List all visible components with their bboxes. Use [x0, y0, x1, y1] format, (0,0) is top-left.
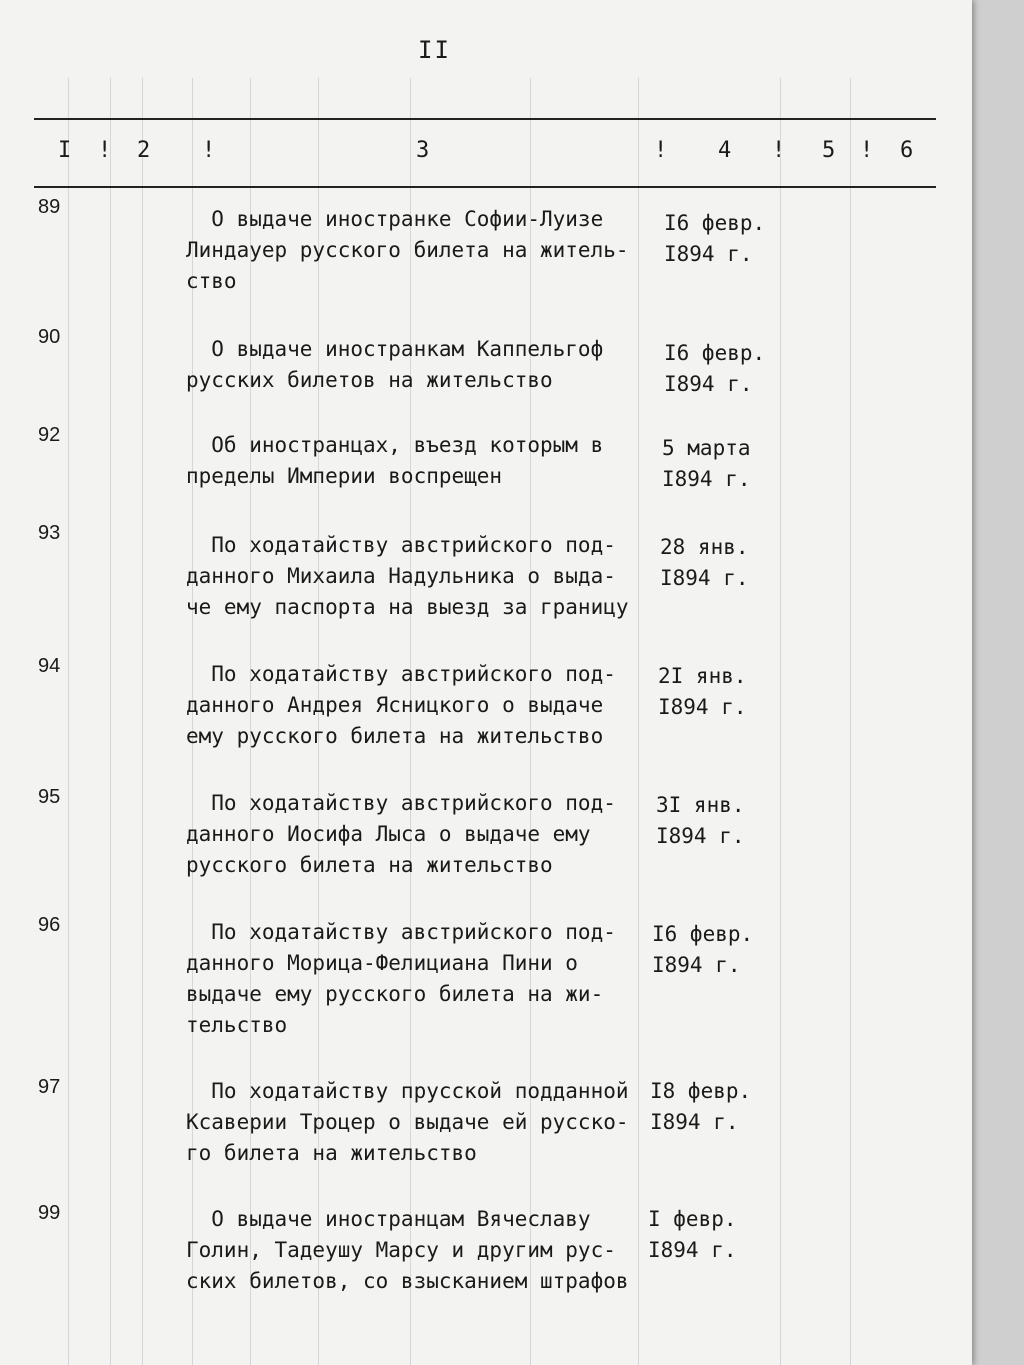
entry-date [664, 338, 794, 400]
date-line: I894 г. [648, 1238, 737, 1262]
entry-date [656, 790, 786, 852]
entry-description [186, 659, 656, 752]
entry-number: 89 [38, 196, 61, 218]
column-header-1: I [58, 138, 72, 163]
header-rule-bottom [34, 186, 936, 188]
entry-description [186, 788, 656, 881]
entry-number: 93 [38, 522, 61, 544]
entry-line: Об иностранцах, въезд которым в [186, 433, 604, 457]
date-line: 3I янв. [656, 793, 745, 817]
entry-line: Линдауер русского билета на житель- [186, 238, 629, 262]
entry-line: данного Михаила Надульника о выда- [186, 564, 616, 588]
header-rule-top [34, 118, 936, 120]
entry-date [664, 208, 794, 270]
date-line: I894 г. [658, 695, 747, 719]
entry-date [650, 1076, 780, 1138]
date-line: 5 марта [662, 436, 751, 460]
entry-number: 96 [38, 914, 61, 936]
date-line: I8 февр. [650, 1079, 752, 1103]
entry-date [660, 532, 790, 594]
entry-line: По ходатайству австрийского под- [186, 791, 616, 815]
entry-line: По ходатайству австрийского под- [186, 533, 616, 557]
column-separator: ! [772, 138, 786, 163]
date-line: I894 г. [656, 824, 745, 848]
entry-line: русских билетов на жительство [186, 368, 553, 392]
date-line: I894 г. [652, 953, 741, 977]
column-header-3: 3 [416, 138, 430, 163]
page-number: II [418, 36, 451, 64]
entry-line: О выдаче иностранцам Вячеславу [186, 1207, 591, 1231]
entry-number: 97 [38, 1076, 61, 1098]
entry-line: По ходатайству австрийского под- [186, 920, 616, 944]
entry-number: 95 [38, 786, 61, 808]
entry-date [658, 661, 788, 723]
entry-line: ство [186, 269, 237, 293]
entry-line: выдаче ему русского билета на жи- [186, 982, 604, 1006]
date-line: I6 февр. [652, 922, 754, 946]
entry-line: че ему паспорта на выезд за границу [186, 595, 629, 619]
date-line: I6 февр. [664, 341, 766, 365]
date-line: I894 г. [664, 242, 753, 266]
entry-line: тельство [186, 1013, 288, 1037]
column-header-5: 5 [822, 138, 836, 163]
column-header-4: 4 [718, 138, 732, 163]
entry-line: го билета на жительство [186, 1141, 477, 1165]
entry-description [186, 204, 656, 297]
entry-number: 94 [38, 655, 61, 677]
entry-line: русского билета на жительство [186, 853, 553, 877]
entry-description [186, 334, 656, 396]
entry-line: По ходатайству австрийского под- [186, 662, 616, 686]
date-line: I894 г. [662, 467, 751, 491]
entry-line: О выдаче иностранке Софии-Луизе [186, 207, 604, 231]
entry-date [648, 1204, 778, 1266]
date-line: I февр. [648, 1207, 737, 1231]
entry-line: данного Морица-Фелициана Пини о [186, 951, 578, 975]
entry-line: О выдаче иностранкам Каппельгоф [186, 337, 604, 361]
entry-line: ских билетов, со взысканием штрафов [186, 1269, 629, 1293]
date-line: I894 г. [660, 566, 749, 590]
column-separator: ! [860, 138, 874, 163]
column-header-6: 6 [900, 138, 914, 163]
entry-number: 90 [38, 326, 61, 348]
entry-line: Ксаверии Троцер о выдаче ей русско- [186, 1110, 629, 1134]
column-separator: ! [98, 138, 112, 163]
entry-line: данного Андрея Ясницкого о выдаче [186, 693, 604, 717]
entry-date [662, 433, 792, 495]
entry-number: 92 [38, 424, 61, 446]
entry-line: ему русского билета на жительство [186, 724, 604, 748]
column-separator: ! [202, 138, 216, 163]
entry-description [186, 430, 656, 492]
date-line: I6 февр. [664, 211, 766, 235]
entry-line: пределы Империи воспрещен [186, 464, 503, 488]
date-line: 28 янв. [660, 535, 749, 559]
entry-description [186, 1076, 656, 1169]
column-header-2: 2 [137, 138, 151, 163]
entry-line: По ходатайству прусской подданной [186, 1079, 629, 1103]
column-separator: ! [654, 138, 668, 163]
entry-line: Голин, Тадеушу Марсу и другим рус- [186, 1238, 616, 1262]
entry-date [652, 919, 782, 981]
entry-line: данного Иосифа Лыса о выдаче ему [186, 822, 591, 846]
entry-description [186, 530, 656, 623]
entry-number: 99 [38, 1202, 61, 1224]
date-line: 2I янв. [658, 664, 747, 688]
date-line: I894 г. [664, 372, 753, 396]
date-line: I894 г. [650, 1110, 739, 1134]
entry-description [186, 1204, 656, 1297]
entry-description [186, 917, 656, 1041]
